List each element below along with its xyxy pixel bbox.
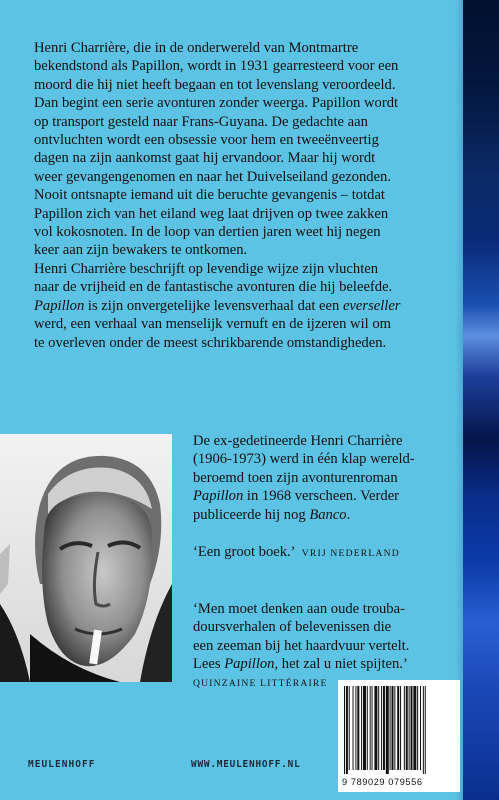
barcode-bar (353, 686, 354, 770)
blurb-line: Henri Charrière beschrijft op levendige wijze zijn vluchten (34, 260, 379, 277)
barcode-bar (367, 686, 368, 770)
blurb-line: Nooit ontsnapte iemand uit die beruchte gevangenis – totdat (34, 187, 385, 204)
blurb-line: Dan begint een serie avonturen zonder weerga. Papillon wordt (34, 95, 399, 112)
quote-fragment: Lees (193, 656, 225, 673)
barcode-bar (355, 686, 356, 770)
barcode-bar (406, 686, 408, 770)
quote-line (193, 655, 463, 673)
barcode-bar (404, 686, 405, 770)
blurb-line: dagen na zijn aankomst gaat hij ervandoor. Maar hij wordt (34, 150, 376, 167)
author-portrait-image (0, 434, 172, 682)
barcode-bar (417, 686, 418, 770)
bio-line (193, 487, 463, 505)
book-title-italic: Papillon (193, 488, 244, 505)
quote-text: ‘Een groot boek.’ (193, 544, 295, 560)
blurb-line: bekendstond als Papillon, wordt in 1931 gearresteerd voor een (34, 58, 399, 75)
barcode-bar (397, 686, 399, 770)
barcode-bar (383, 686, 385, 770)
press-quote-2 (193, 600, 463, 674)
bio-fragment: . (346, 506, 351, 523)
barcode-bar (361, 686, 362, 770)
blurb-line: werd, een verhaal van menselijk vernuft en de ijzeren wil om (34, 316, 391, 333)
barcode-bar (423, 686, 424, 774)
blurb-line: moord die hij niet heeft begaan en tot levenslang veroordeeld. (34, 76, 396, 93)
spine-edge (463, 0, 499, 800)
blurb-line: Papillon zich van het eiland weg laat drijven op twee zakken (34, 205, 389, 222)
blurb-line: ontvluchten wordt een obsessie voor hem en tweeënveertig (34, 132, 379, 149)
barcode-bar (381, 686, 382, 770)
bio-fragment: publiceerde hij nog (193, 506, 310, 523)
blurb-line: keer aan zijn bewakers te ontkomen. (34, 242, 248, 259)
bio-fragment: in 1968 verscheen. Verder (243, 488, 400, 505)
isbn-number: 9 789029 079556 (342, 777, 423, 787)
barcode-bar (420, 686, 421, 770)
bio-line: De ex-gedetineerde Henri Charrière (193, 433, 403, 449)
bio-line: beroemd toen zijn avonturenroman (193, 469, 398, 486)
barcode-bar (363, 686, 366, 770)
barcode-bar (425, 686, 426, 774)
barcode-bar (344, 686, 345, 774)
author-portrait (0, 434, 172, 682)
barcode-bar (374, 686, 377, 770)
quote-line: een zeeman bij het haardvuur vertelt. (193, 637, 410, 654)
barcode-bar (349, 686, 350, 770)
barcode-bar (357, 686, 359, 770)
barcode-bar (392, 686, 394, 770)
blurb-line: op transport gesteld naar Frans-Guyana. De gedachte aan (34, 113, 368, 130)
press-quote-1 (193, 544, 400, 561)
blurb-line (34, 297, 454, 315)
blurb-text (34, 39, 454, 352)
blurb-line: naar de vrijheid en de fantastische avonturen die hij beleefde. (34, 279, 393, 296)
book-title-italic: Banco (309, 506, 347, 523)
barcode-bar (394, 686, 395, 770)
barcode-bar (409, 686, 410, 770)
blurb-line: Henri Charrière, die in de onderwereld van Montmartre (34, 40, 359, 56)
blurb-line: vol kokosnoten. In de loop van dertien jaren weet hij negen (34, 224, 381, 241)
quote-source: QUINZAINE LITTÉRAIRE (193, 678, 328, 689)
barcode-bar (411, 686, 413, 770)
book-title-italic: Papillon (34, 297, 85, 314)
barcode-bar (378, 686, 379, 770)
quote-source-block (193, 673, 328, 691)
barcode-bar (390, 686, 391, 770)
quote-line: doursverhalen of belevenissen die (193, 619, 392, 636)
author-bio (193, 432, 463, 524)
isbn-barcode (338, 680, 460, 792)
barcode-bar (346, 686, 348, 774)
bio-line: (1906-1973) werd in één klap wereld- (193, 451, 415, 468)
blurb-line: te overleven onder de meest schrikbarende omstandigheden. (34, 334, 387, 351)
book-title-italic: Papillon (224, 656, 275, 673)
blurb-line: weer gevangengenomen en naar het Duivelseiland gezonden. (34, 168, 391, 185)
barcode-bar (413, 686, 416, 770)
quote-fragment: , het zal u niet spijten.’ (274, 656, 408, 673)
publisher-website: WWW.MEULENHOFF.NL (191, 759, 301, 770)
blurb-fragment: is zijn onvergetelijke levensverhaal dat een (84, 297, 343, 314)
quote-source: VRIJ NEDERLAND (301, 548, 400, 559)
italic-word: everseller (342, 297, 401, 314)
bio-line (193, 506, 463, 524)
barcode-bars (338, 680, 460, 776)
barcode-bar (386, 686, 389, 774)
barcode-bar (372, 686, 373, 770)
quote-line: ‘Men moet denken aan oude trouba- (193, 601, 405, 617)
barcode-bar (370, 686, 371, 770)
barcode-bar (400, 686, 401, 770)
publisher-logo: MEULENHOFF (28, 759, 96, 770)
